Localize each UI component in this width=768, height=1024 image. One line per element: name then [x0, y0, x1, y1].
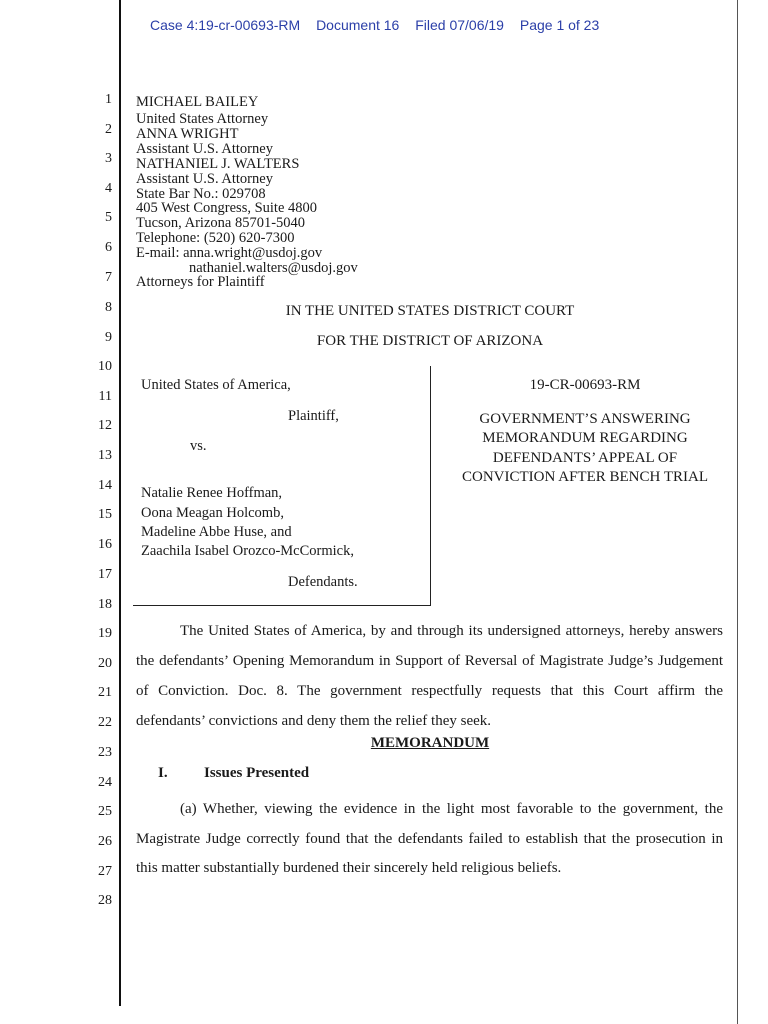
page-indicator-header: Page 1 of 23 [519, 17, 600, 33]
caption-vertical-rule [430, 366, 431, 606]
plaintiff-name: United States of America, [141, 377, 291, 393]
attorney-line: State Bar No.: 029708 [136, 186, 266, 202]
attorney-line: Tucson, Arizona 85701-5040 [136, 215, 306, 231]
line-number: 23 [98, 745, 112, 760]
line-number: 12 [98, 418, 112, 433]
attorney-line: Assistant U.S. Attorney [136, 141, 273, 157]
document-title-line: DEFENDANTS’ APPEAL OF [492, 450, 678, 466]
line-number: 15 [98, 507, 112, 522]
attorney-line: nathaniel.walters@usdoj.gov [189, 260, 358, 276]
defendant-name: Zaachila Isabel Orozco-McCormick, [141, 543, 354, 559]
line-number: 1 [105, 92, 112, 107]
attorney-line: Attorneys for Plaintiff [136, 274, 265, 290]
defendant-name: Oona Meagan Holcomb, [141, 505, 284, 521]
intro-paragraph: The United States of America, by and through its undersigned attorneys, hereby answers the defendants’ Opening Memorandum in Support of Reversal of Magistrate Judge’s Judgement of Conviction. Doc. 8. The government respectfully requests that this Court affirm the defendants’ convictions and deny them the relief they seek. [136, 623, 723, 729]
attorney-line: MICHAEL BAILEY [136, 94, 259, 110]
line-number: 8 [105, 300, 112, 315]
line-number: 4 [105, 181, 112, 196]
line-number: 10 [98, 359, 112, 374]
line-number: 20 [98, 656, 112, 671]
document-title-line: CONVICTION AFTER BENCH TRIAL [462, 469, 708, 485]
line-number: 9 [105, 330, 112, 345]
line-number: 3 [105, 151, 112, 166]
plaintiff-role: Plaintiff, [288, 408, 339, 424]
line-number: 26 [98, 834, 112, 849]
defendant-name: Madeline Abbe Huse, and [141, 524, 292, 540]
ecf-header [150, 17, 611, 33]
line-number: 5 [105, 210, 112, 225]
line-number: 17 [98, 567, 112, 582]
filed-date-header: Filed 07/06/19 [415, 17, 504, 33]
line-number: 13 [98, 448, 112, 463]
document-title-line: GOVERNMENT’S ANSWERING [479, 411, 691, 427]
line-number: 19 [98, 626, 112, 641]
line-number: 2 [105, 122, 112, 137]
court-name: IN THE UNITED STATES DISTRICT COURT [285, 303, 575, 319]
court-district: FOR THE DISTRICT OF ARIZONA [316, 333, 544, 349]
versus-label: vs. [190, 438, 207, 454]
line-number: 11 [98, 389, 112, 404]
attorney-line: 405 West Congress, Suite 4800 [136, 200, 318, 216]
line-number: 18 [98, 597, 112, 612]
line-number: 25 [98, 804, 112, 819]
attorney-line: United States Attorney [136, 111, 269, 127]
case-number-header: Case 4:19-cr-00693-RM [150, 17, 301, 33]
line-number: 14 [98, 478, 112, 493]
line-number: 27 [98, 864, 112, 879]
left-margin-rule [119, 0, 121, 1006]
document-number-header: Document 16 [316, 17, 400, 33]
memorandum-heading: MEMORANDUM [370, 735, 490, 751]
section-title: Issues Presented [204, 765, 310, 781]
attorney-line: ANNA WRIGHT [136, 126, 239, 142]
issue-a-paragraph: (a) Whether, viewing the evidence in the light most favorable to the government, the Magistrate Judge correctly found that the defendants failed to establish that the prosecution in this matter substantially burdened their sincerely held religious beliefs. [136, 801, 723, 876]
document-title-line: MEMORANDUM REGARDING [482, 430, 688, 446]
line-number: 16 [98, 537, 112, 552]
line-number: 28 [98, 893, 112, 908]
section-number: I. [158, 765, 168, 781]
attorney-line: Telephone: (520) 620-7300 [136, 230, 295, 246]
defendant-name: Natalie Renee Hoffman, [141, 485, 283, 501]
attorney-line: Assistant U.S. Attorney [136, 171, 273, 187]
defendants-role: Defendants. [288, 574, 358, 590]
attorney-line: E-mail: anna.wright@usdoj.gov [136, 245, 323, 261]
line-number: 6 [105, 240, 112, 255]
case-number: 19-CR-00693-RM [529, 377, 641, 393]
line-number: 7 [105, 270, 112, 285]
line-number: 21 [98, 685, 112, 700]
caption-horizontal-rule [133, 605, 431, 606]
attorney-line: NATHANIEL J. WALTERS [136, 156, 300, 172]
line-number: 24 [98, 775, 112, 790]
line-number: 22 [98, 715, 112, 730]
right-margin-rule [737, 0, 738, 1024]
